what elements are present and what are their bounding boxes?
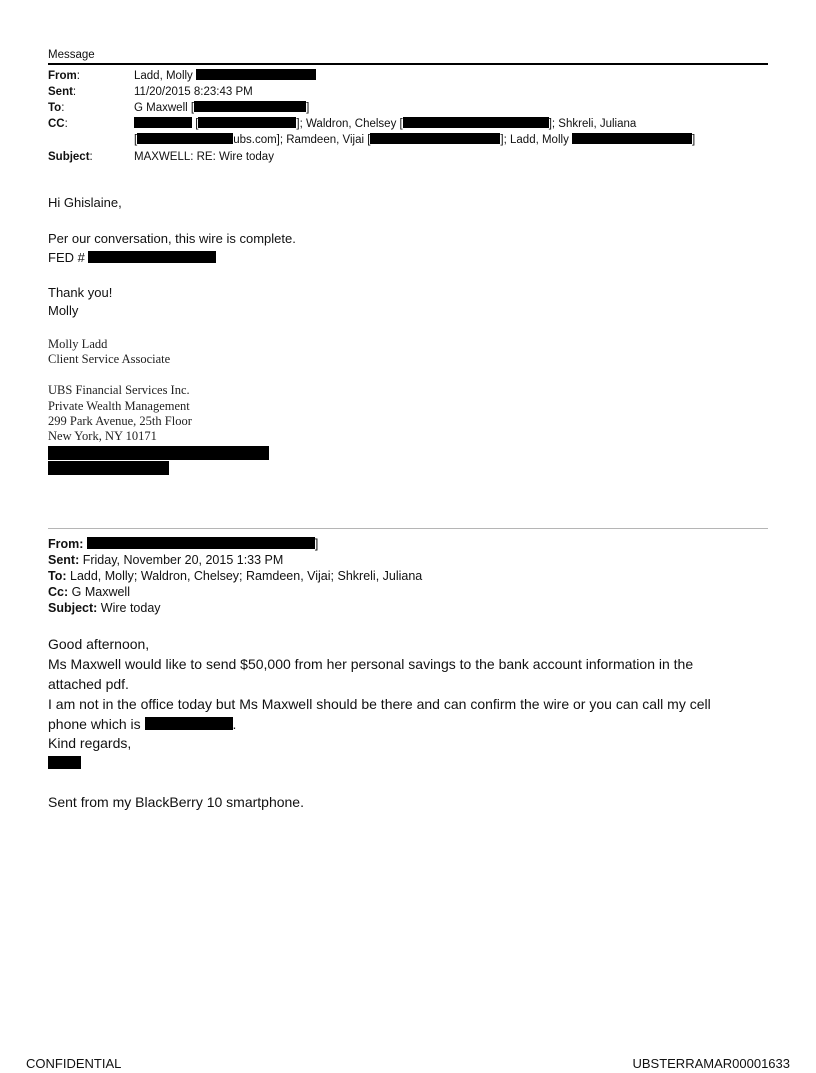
forwarded-line4: phone which is .: [48, 716, 237, 732]
redaction: [137, 133, 233, 144]
redaction: [572, 133, 692, 144]
redaction: [88, 251, 216, 263]
signature-company: UBS Financial Services Inc.: [48, 383, 190, 397]
signature-address2: New York, NY 10171: [48, 429, 157, 443]
forwarded-line3: I am not in the office today but Ms Maxwell should be there and can confirm the wire or you can call my cell: [48, 696, 711, 712]
forwarded-greeting: Good afternoon,: [48, 636, 150, 652]
reply-name: Molly: [48, 303, 79, 318]
signature-address1: 299 Park Avenue, 25th Floor: [48, 414, 192, 428]
cc-label: CC:: [48, 118, 68, 130]
reply-thanks: Thank you!: [48, 285, 113, 300]
redaction: [370, 133, 500, 144]
forwarded-sent: Sent: Friday, November 20, 2015 1:33 PM: [48, 553, 284, 567]
forwarded-closing: Kind regards,: [48, 735, 132, 751]
message-label: Message: [48, 49, 95, 61]
forwarded-to: To: Ladd, Molly; Waldron, Chelsey; Ramdeen, Vijai; Shkreli, Juliana: [48, 569, 423, 583]
subject-label: Subject:: [48, 151, 93, 163]
redaction: [134, 117, 192, 128]
cc-value-line2: [ ubs.com]; Ramdeen, Vijai [ ]; Ladd, Molly ]: [134, 134, 696, 146]
reply-greeting: Hi Ghislaine,: [48, 195, 122, 210]
signature-division: Private Wealth Management: [48, 399, 190, 413]
to-value: G Maxwell [ ]: [134, 102, 310, 114]
sent-label: Sent:: [48, 86, 77, 98]
cc-value-line1: [ ]; Waldron, Chelsey [ ]; Shkreli, Juliana: [134, 117, 636, 132]
cc-row-2: [0, 133, 816, 148]
to-row: [0, 101, 816, 116]
sent-row: [0, 85, 816, 100]
bates-number: UBSTERRAMAR00001633: [632, 1056, 790, 1071]
forwarded-from: From: ]: [48, 537, 319, 551]
redaction: [48, 756, 81, 769]
subject-value: MAXWELL: RE: Wire today: [134, 151, 274, 163]
signature-title: Client Service Associate: [48, 352, 171, 366]
forwarded-cc: Cc: G Maxwell: [48, 585, 130, 599]
fed-row: FED #: [48, 250, 216, 265]
signature-name: Molly Ladd: [48, 337, 108, 351]
forwarded-subject: Subject: Wire today: [48, 601, 161, 615]
redaction: [403, 117, 549, 128]
sent-value: 11/20/2015 8:23:43 PM: [134, 86, 253, 98]
redaction: [194, 101, 306, 112]
forwarded-line1: Ms Maxwell would like to send $50,000 from her personal savings to the bank account information in the: [48, 656, 694, 672]
redaction: [48, 461, 169, 475]
from-value: Ladd, Molly: [134, 69, 316, 84]
forwarded-line2: attached pdf.: [48, 676, 129, 692]
redaction: [48, 446, 269, 460]
divider: [48, 528, 768, 529]
reply-line1: Per our conversation, this wire is complete.: [48, 231, 296, 246]
confidential-label: CONFIDENTIAL: [26, 1056, 122, 1071]
redaction: [87, 537, 315, 549]
from-row: [0, 69, 816, 84]
header-rule: [48, 63, 768, 65]
forwarded-footer: Sent from my BlackBerry 10 smartphone.: [48, 794, 304, 810]
from-label: From:: [48, 70, 80, 82]
subject-row: [0, 150, 816, 165]
to-label: To:: [48, 102, 65, 114]
redaction: [196, 69, 316, 80]
cc-row: [0, 117, 816, 132]
redaction: [198, 117, 296, 128]
redaction: [145, 717, 233, 730]
